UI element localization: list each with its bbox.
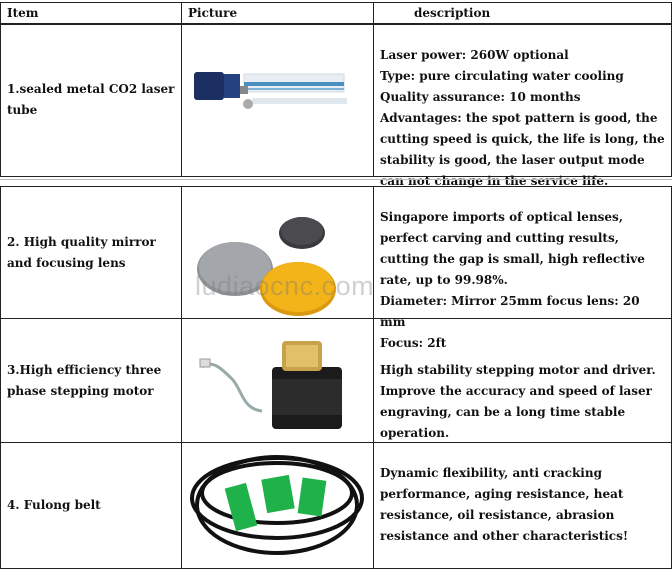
item-cell bbox=[0, 319, 182, 443]
table-header-row bbox=[0, 2, 672, 25]
item-cell bbox=[0, 24, 182, 176]
header-item bbox=[0, 3, 182, 24]
header-description bbox=[374, 3, 672, 24]
header-description-label: description bbox=[414, 6, 491, 20]
row-divider bbox=[0, 318, 672, 319]
picture-cell bbox=[182, 319, 374, 443]
item-label: 1.sealed metal CO2 laser tube bbox=[7, 82, 175, 117]
table-row bbox=[0, 318, 672, 443]
separator-line bbox=[0, 179, 672, 180]
description-line: Quality assurance: 10 months bbox=[380, 90, 581, 104]
description-cell bbox=[374, 319, 672, 443]
description-cell bbox=[374, 187, 672, 350]
picture-cell bbox=[182, 24, 374, 176]
item-cell bbox=[0, 187, 182, 319]
description-cell bbox=[374, 24, 672, 188]
item-label: 3.High efficiency three phase stepping motor bbox=[7, 363, 162, 398]
item-label: 2. High quality mirror and focusing lens bbox=[7, 235, 156, 270]
description-line: Type: pure circulating water cooling bbox=[380, 69, 624, 83]
stepping-motor-image bbox=[182, 319, 372, 441]
description-line: Diameter: Mirror 25mm focus lens: 20 mm bbox=[380, 294, 640, 329]
header-picture-label: Picture bbox=[188, 6, 238, 20]
item-label: 4. Fulong belt bbox=[7, 498, 101, 512]
belt-image bbox=[182, 443, 372, 565]
picture-cell bbox=[182, 443, 374, 568]
header-picture bbox=[182, 3, 374, 24]
item-cell bbox=[0, 443, 182, 568]
description-line: High stability stepping motor and driver. Improve the accuracy and speed of laser engraving, can be a long time stable operation. bbox=[380, 363, 656, 440]
header-item-label: Item bbox=[7, 6, 39, 20]
table-row bbox=[0, 23, 672, 188]
description-cell bbox=[374, 443, 672, 568]
table-row bbox=[0, 442, 672, 569]
description-line: Advantages: the spot pattern is good, the cutting speed is quick, the life is long, the stability is good, the laser output mode can not change in the service life. bbox=[380, 111, 665, 188]
laser-tube-image bbox=[182, 24, 372, 174]
watermark: ludiaocnc.com bbox=[195, 271, 375, 301]
description-line: Dynamic flexibility, anti cracking performance, aging resistance, heat resistance, oil resistance, abrasion resistance and other characteristics! bbox=[380, 466, 629, 543]
description-line: Focus: 2ft bbox=[380, 336, 447, 350]
description-line: Laser power: 260W optional bbox=[380, 48, 569, 62]
row-divider bbox=[0, 442, 672, 443]
description-line: Singapore imports of optical lenses, perfect carving and cutting results, cutting the gap is small, high reflective rate, up to 99.98%. bbox=[380, 210, 645, 287]
